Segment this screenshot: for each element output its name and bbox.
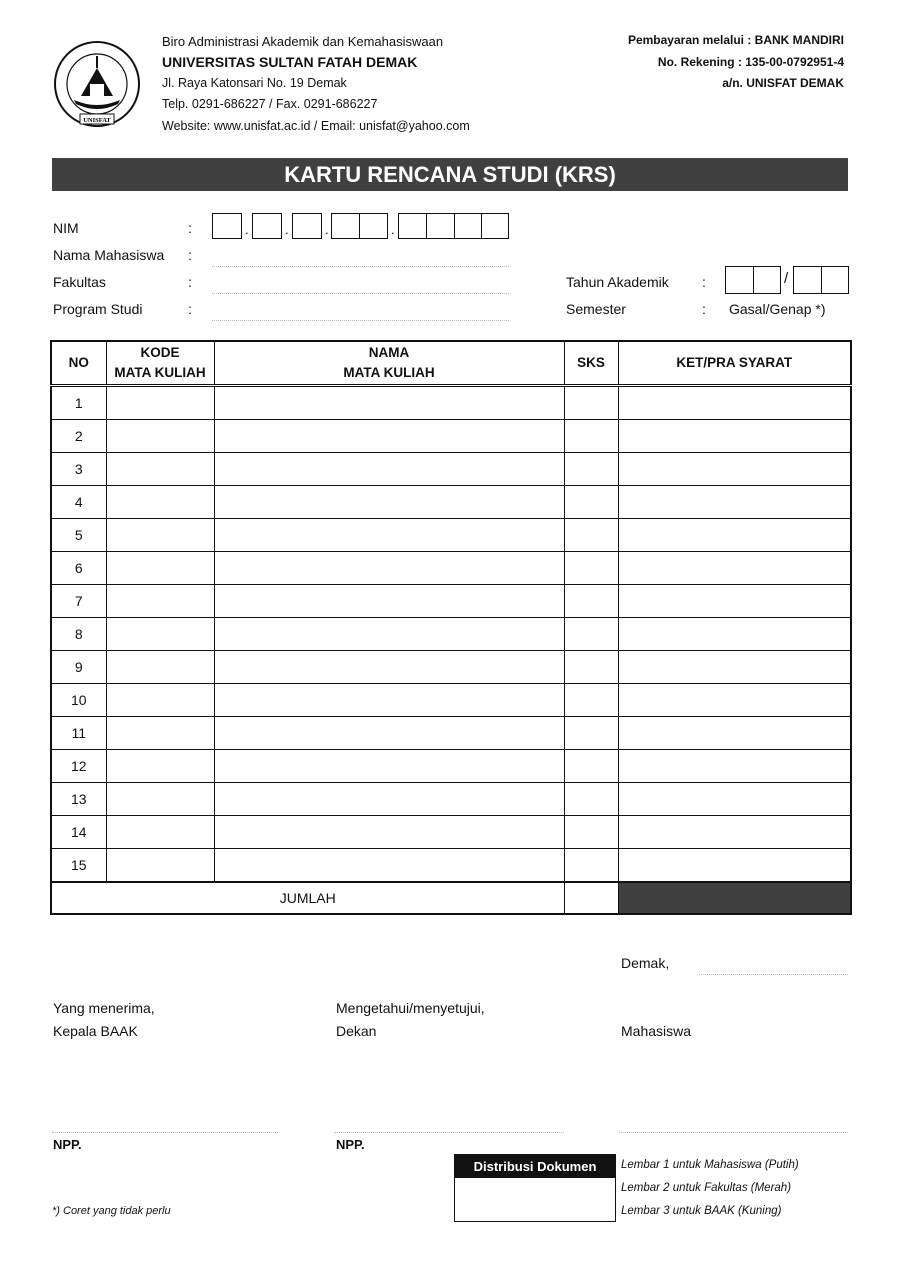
total-row xyxy=(51,882,851,914)
kode-cell[interactable] xyxy=(106,684,214,717)
payment-bank: Pembayaran melalui : BANK MANDIRI xyxy=(627,33,844,47)
row-number: 8 xyxy=(51,618,106,651)
nama-cell[interactable] xyxy=(214,651,564,684)
document-title: KARTU RENCANA STUDI (KRS) xyxy=(52,158,848,191)
prodi-input-line[interactable] xyxy=(212,319,509,321)
nama-input-line[interactable] xyxy=(212,265,509,267)
table-row xyxy=(51,816,851,849)
approver-line1: Mengetahui/menyetujui, xyxy=(336,1000,485,1016)
kode-cell[interactable] xyxy=(106,585,214,618)
ket-cell[interactable] xyxy=(618,453,851,486)
tahun-box-2[interactable] xyxy=(793,266,849,294)
table-row xyxy=(51,618,851,651)
table-row xyxy=(51,486,851,519)
fakultas-input-line[interactable] xyxy=(212,292,509,294)
col-nama xyxy=(214,341,564,386)
kode-cell[interactable] xyxy=(106,453,214,486)
nim-box-5[interactable] xyxy=(398,213,509,239)
sks-cell[interactable] xyxy=(564,486,618,519)
nama-cell[interactable] xyxy=(214,750,564,783)
nim-dot: . xyxy=(285,222,289,237)
nama-cell[interactable] xyxy=(214,453,564,486)
ket-cell[interactable] xyxy=(618,585,851,618)
kode-cell[interactable] xyxy=(106,420,214,453)
university-name: UNIVERSITAS SULTAN FATAH DEMAK xyxy=(162,54,418,70)
row-number: 9 xyxy=(51,651,106,684)
distribution-box xyxy=(454,1154,616,1222)
approver-line2: Dekan xyxy=(336,1023,377,1039)
row-number: 5 xyxy=(51,519,106,552)
row-number: 2 xyxy=(51,420,106,453)
tahun-label: Tahun Akademik xyxy=(566,274,669,290)
kode-cell[interactable] xyxy=(106,717,214,750)
tahun-box-1[interactable] xyxy=(725,266,781,294)
footnote: *) Coret yang tidak perlu xyxy=(52,1205,171,1217)
kode-cell[interactable] xyxy=(106,386,214,420)
sks-cell[interactable] xyxy=(564,783,618,816)
col-sks: SKS xyxy=(564,341,618,386)
kode-cell[interactable] xyxy=(106,618,214,651)
nama-cell[interactable] xyxy=(214,486,564,519)
table-row xyxy=(51,849,851,883)
table-row xyxy=(51,750,851,783)
ket-cell[interactable] xyxy=(618,816,851,849)
table-header xyxy=(51,341,851,386)
ket-cell[interactable] xyxy=(618,486,851,519)
sks-cell[interactable] xyxy=(564,420,618,453)
place-label: Demak, xyxy=(621,955,670,971)
distribution-title: Distribusi Dokumen xyxy=(455,1155,615,1178)
ket-cell[interactable] xyxy=(618,783,851,816)
ket-cell[interactable] xyxy=(618,420,851,453)
student-sign-line[interactable] xyxy=(619,1131,848,1133)
sks-cell[interactable] xyxy=(564,552,618,585)
nama-cell[interactable] xyxy=(214,783,564,816)
nama-cell[interactable] xyxy=(214,816,564,849)
nama-cell[interactable] xyxy=(214,420,564,453)
nama-cell[interactable] xyxy=(214,552,564,585)
distribution-item: Lembar 3 untuk BAAK (Kuning) xyxy=(621,1205,782,1217)
website: Website: www.unisfat.ac.id / Email: unisfat@yahoo.com xyxy=(162,119,470,133)
col-kode-line1: KODE xyxy=(140,345,180,360)
sks-cell[interactable] xyxy=(564,849,618,883)
sks-cell[interactable] xyxy=(564,453,618,486)
sks-cell[interactable] xyxy=(564,585,618,618)
receiver-line1: Yang menerima, xyxy=(53,1000,155,1016)
row-number: 10 xyxy=(51,684,106,717)
semester-value[interactable]: Gasal/Genap *) xyxy=(729,301,826,317)
ket-cell[interactable] xyxy=(618,849,851,883)
nim-box-1[interactable] xyxy=(212,213,242,239)
logo-caption: UNISFAT xyxy=(83,117,111,124)
col-kode-line2: MATA KULIAH xyxy=(114,365,206,380)
table-row xyxy=(51,420,851,453)
kode-cell[interactable] xyxy=(106,783,214,816)
nim-dot: . xyxy=(245,222,249,237)
row-number: 11 xyxy=(51,717,106,750)
nim-box-3[interactable] xyxy=(292,213,322,239)
sks-cell[interactable] xyxy=(564,618,618,651)
nama-cell[interactable] xyxy=(214,386,564,420)
colon: : xyxy=(702,274,706,290)
kode-cell[interactable] xyxy=(106,849,214,883)
table-row xyxy=(51,651,851,684)
payment-account: No. Rekening : 135-00-0792951-4 xyxy=(657,55,844,69)
nama-cell[interactable] xyxy=(214,618,564,651)
university-logo xyxy=(52,38,142,130)
row-number: 7 xyxy=(51,585,106,618)
kode-cell[interactable] xyxy=(106,552,214,585)
ket-cell[interactable] xyxy=(618,717,851,750)
row-number: 15 xyxy=(51,849,106,883)
date-input-line[interactable] xyxy=(699,973,848,975)
table-row xyxy=(51,783,851,816)
col-nama-line2: MATA KULIAH xyxy=(343,365,435,380)
distribution-item: Lembar 2 untuk Fakultas (Merah) xyxy=(621,1182,792,1194)
ket-cell[interactable] xyxy=(618,386,851,420)
tahun-slash: / xyxy=(784,270,789,287)
nim-dot: . xyxy=(391,222,395,237)
bureau-name: Biro Administrasi Akademik dan Kemahasiswaan xyxy=(162,34,444,49)
row-number: 14 xyxy=(51,816,106,849)
kode-cell[interactable] xyxy=(106,519,214,552)
kode-cell[interactable] xyxy=(106,750,214,783)
krs-table xyxy=(50,340,852,915)
col-no: NO xyxy=(51,341,106,386)
sks-cell[interactable] xyxy=(564,816,618,849)
nama-cell[interactable] xyxy=(214,585,564,618)
ket-cell[interactable] xyxy=(618,684,851,717)
table-row xyxy=(51,386,851,420)
ket-cell[interactable] xyxy=(618,519,851,552)
sks-cell[interactable] xyxy=(564,750,618,783)
row-number: 1 xyxy=(51,386,106,420)
total-sks-cell[interactable] xyxy=(564,882,618,914)
col-kode xyxy=(106,341,214,386)
receiver-line2: Kepala BAAK xyxy=(53,1023,138,1039)
dean-sign-line[interactable] xyxy=(334,1131,564,1133)
col-ket: KET/PRA SYARAT xyxy=(618,341,851,386)
total-label: JUMLAH xyxy=(51,882,564,914)
semester-label: Semester xyxy=(566,301,626,317)
ket-cell[interactable] xyxy=(618,651,851,684)
nim-dot: . xyxy=(325,222,329,237)
row-number: 12 xyxy=(51,750,106,783)
ket-cell[interactable] xyxy=(618,552,851,585)
nama-label: Nama Mahasiswa xyxy=(53,247,165,263)
distribution-item: Lembar 1 untuk Mahasiswa (Putih) xyxy=(621,1159,799,1171)
colon: : xyxy=(188,247,192,263)
row-number: 6 xyxy=(51,552,106,585)
payment-holder: a/n. UNISFAT DEMAK xyxy=(722,76,844,90)
sks-cell[interactable] xyxy=(564,684,618,717)
col-nama-line1: NAMA xyxy=(368,345,410,360)
npp-baak: NPP. xyxy=(53,1137,82,1152)
table-row xyxy=(51,585,851,618)
colon: : xyxy=(188,220,192,236)
kode-cell[interactable] xyxy=(106,486,214,519)
ket-cell[interactable] xyxy=(618,750,851,783)
table-row xyxy=(51,717,851,750)
prodi-label: Program Studi xyxy=(53,301,143,317)
table-row xyxy=(51,684,851,717)
nim-box-4[interactable] xyxy=(331,213,388,239)
nama-cell[interactable] xyxy=(214,849,564,883)
table-row xyxy=(51,453,851,486)
row-number: 4 xyxy=(51,486,106,519)
nama-cell[interactable] xyxy=(214,717,564,750)
nama-cell[interactable] xyxy=(214,684,564,717)
kode-cell[interactable] xyxy=(106,816,214,849)
nim-label: NIM xyxy=(53,220,79,236)
student-label: Mahasiswa xyxy=(621,1023,692,1039)
phone: Telp. 0291-686227 / Fax. 0291-686227 xyxy=(162,97,378,111)
colon: : xyxy=(702,301,706,317)
baak-sign-line[interactable] xyxy=(52,1131,278,1133)
ket-cell[interactable] xyxy=(618,618,851,651)
colon: : xyxy=(188,301,192,317)
fakultas-label: Fakultas xyxy=(53,274,106,290)
colon: : xyxy=(188,274,192,290)
nim-box-2[interactable] xyxy=(252,213,282,239)
address: Jl. Raya Katonsari No. 19 Demak xyxy=(162,76,347,90)
sks-cell[interactable] xyxy=(564,651,618,684)
sks-cell[interactable] xyxy=(564,519,618,552)
row-number: 3 xyxy=(51,453,106,486)
nama-cell[interactable] xyxy=(214,519,564,552)
row-number: 13 xyxy=(51,783,106,816)
sks-cell[interactable] xyxy=(564,386,618,420)
sks-cell[interactable] xyxy=(564,717,618,750)
table-row xyxy=(51,519,851,552)
table-row xyxy=(51,552,851,585)
total-ket-shaded xyxy=(618,882,851,914)
kode-cell[interactable] xyxy=(106,651,214,684)
npp-dean: NPP. xyxy=(336,1137,365,1152)
